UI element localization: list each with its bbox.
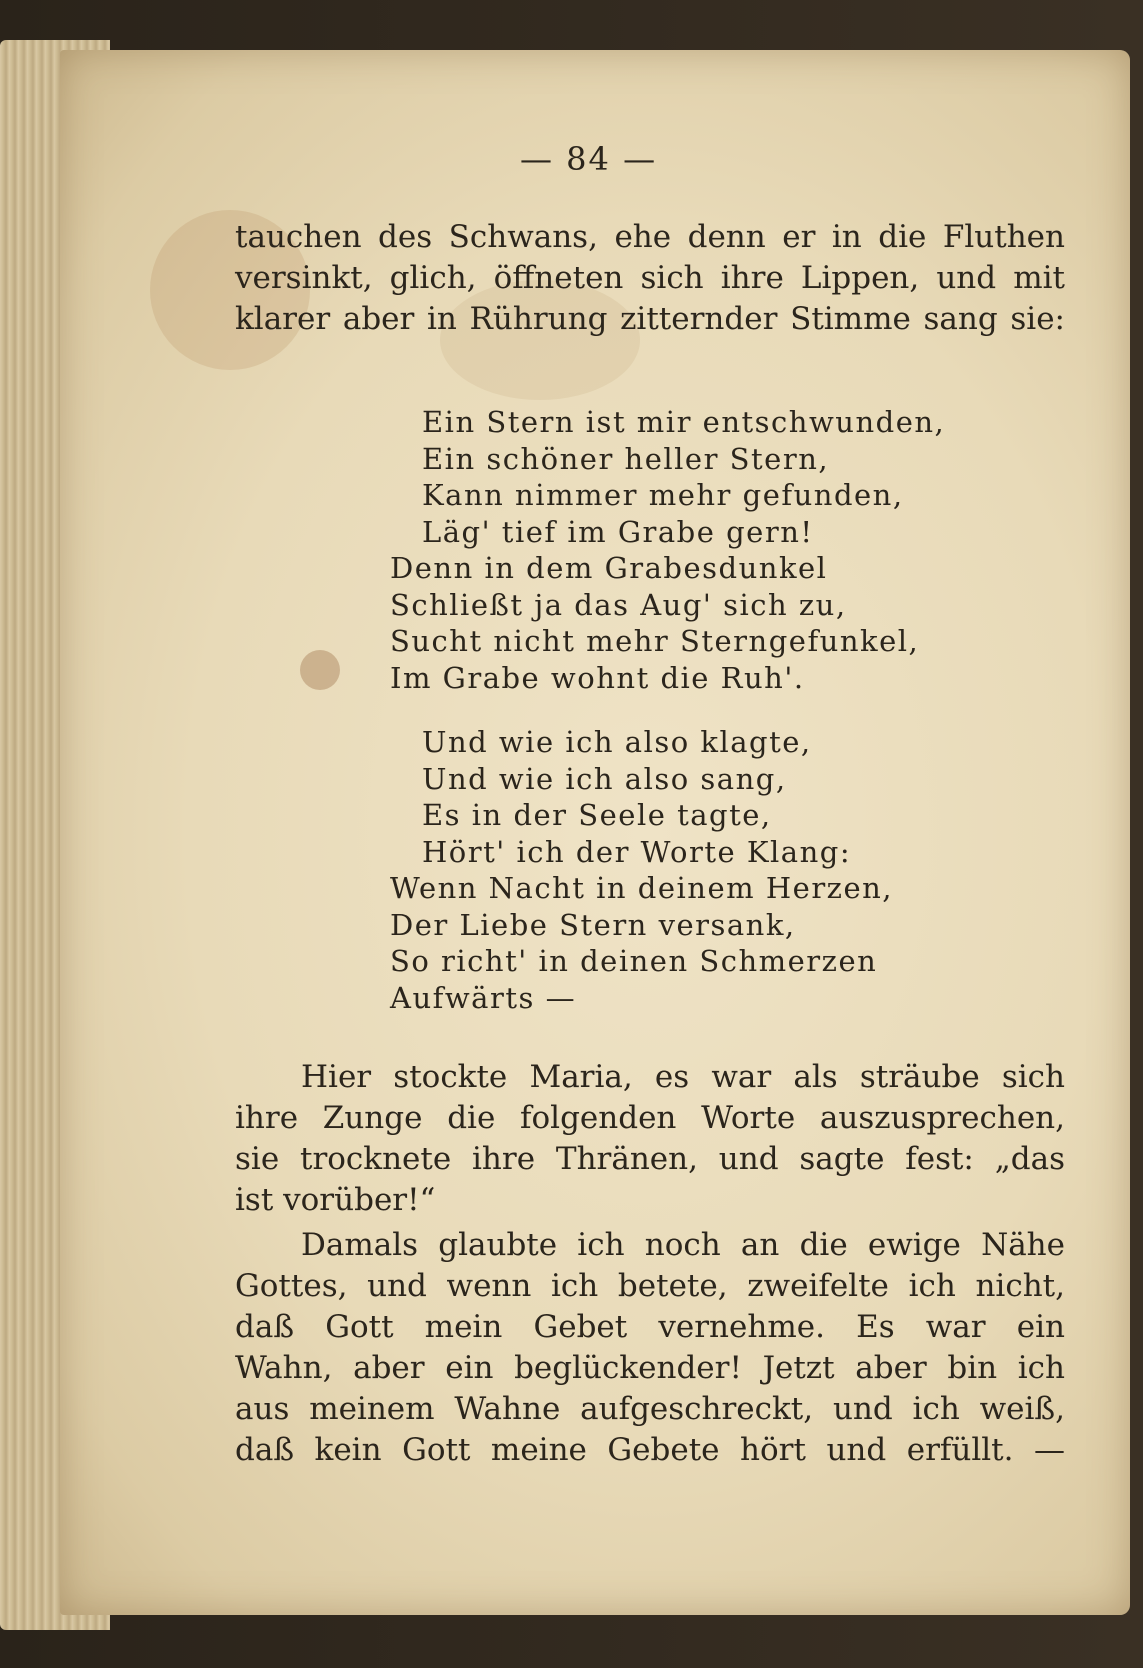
text-line: klarer aber in Rührung zitternder Stimme sang sie: (235, 301, 1065, 337)
text-line: daß Gott mein Gebet vernehme. Es war ein (235, 1309, 1065, 1345)
text-line: aus meinem Wahne aufgeschreckt, und ich weiß, (235, 1391, 1065, 1427)
text-line: versinkt, glich, öffneten sich ihre Lippen, und mit (235, 260, 1065, 296)
verse-line: Sucht nicht mehr Sterngefunkel, (390, 624, 920, 658)
poem-stanza-1 (390, 404, 945, 696)
text-line: daß kein Gott meine Gebete hört und erfüllt. — (235, 1432, 1065, 1468)
verse-line: Aufwärts — (390, 980, 577, 1015)
verse-line: Der Liebe Stern versank, (390, 907, 796, 942)
verse-line: Wenn Nacht in deinem Herzen, (390, 871, 894, 905)
verse-line: Im Grabe wohnt die Ruh'. (390, 660, 805, 695)
text-line: Damals glaubte ich noch an die ewige Nähe (301, 1227, 1065, 1263)
verse-line: Und wie ich also klagte, (422, 725, 812, 759)
paragraph-2 (235, 1057, 1065, 1221)
paragraph-1 (235, 217, 1065, 340)
verse-line: Hört' ich der Worte Klang: (422, 834, 852, 869)
poem-stanza-2 (390, 724, 893, 1016)
paper-stain (300, 650, 340, 690)
verse-line: Denn in dem Grabesdunkel (390, 551, 828, 585)
verse-line: Schließt ja das Aug' sich zu, (390, 587, 847, 622)
verse-line: Kann nimmer mehr gefunden, (422, 478, 904, 512)
verse-line: Ein schöner heller Stern, (422, 441, 830, 476)
text-line: ist vorüber!“ (235, 1182, 436, 1218)
text-line: sie trocknete ihre Thränen, und sagte fest: „das (235, 1141, 1065, 1177)
text-line: tauchen des Schwans, ehe denn er in die Fluthen (235, 219, 1065, 255)
paragraph-3 (235, 1225, 1065, 1471)
verse-line: Läg' tief im Grabe gern! (422, 514, 814, 549)
verse-line: Es in der Seele tagte, (422, 798, 772, 832)
verse-line: So richt' in deinen Schmerzen (390, 944, 878, 978)
page-number: — 84 — (520, 140, 658, 178)
verse-line: Ein Stern ist mir entschwunden, (422, 405, 946, 439)
verse-line: Und wie ich also sang, (422, 761, 787, 796)
text-line: Gottes, und wenn ich betete, zweifelte ich nicht, (235, 1268, 1065, 1304)
text-line: Hier stockte Maria, es war als sträube sich (301, 1059, 1065, 1095)
text-line: Wahn, aber ein beglückender! Jetzt aber bin ich (235, 1350, 1065, 1386)
text-line: ihre Zunge die folgenden Worte auszusprechen, (235, 1100, 1065, 1136)
